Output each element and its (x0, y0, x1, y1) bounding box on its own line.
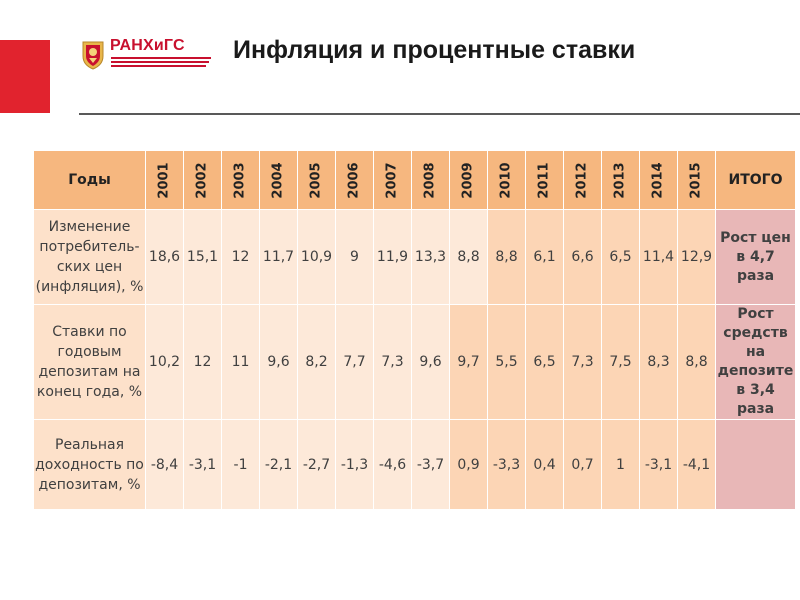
total-header: ИТОГО (716, 151, 796, 210)
table-cell: 11,4 (640, 210, 678, 305)
accent-red-block (0, 40, 50, 113)
table-cell: 6,5 (526, 305, 564, 420)
table-cell: 9 (336, 210, 374, 305)
table-cell: 0,7 (564, 420, 602, 510)
table-cell: 13,3 (412, 210, 450, 305)
table-cell: -3,3 (488, 420, 526, 510)
logo-name: РАНХиГС (110, 37, 185, 54)
row-label: Реальная доходность по депозитам, % (34, 420, 146, 510)
table-cell: -1 (222, 420, 260, 510)
ranepa-logo (80, 38, 210, 72)
year-header: 2008 (412, 151, 450, 210)
table-row-real-yield (34, 420, 796, 510)
corner-label: Годы (34, 151, 146, 210)
logo-tagline-line (111, 61, 209, 63)
table-cell: -2,7 (298, 420, 336, 510)
table-cell: 11,9 (374, 210, 412, 305)
title-divider (79, 113, 800, 115)
table-cell: 8,8 (488, 210, 526, 305)
table-row-inflation (34, 210, 796, 305)
inflation-rates-table (33, 150, 796, 510)
table-cell: 18,6 (146, 210, 184, 305)
table-cell: 7,7 (336, 305, 374, 420)
table-cell: -8,4 (146, 420, 184, 510)
year-header: 2010 (488, 151, 526, 210)
table-cell: 10,2 (146, 305, 184, 420)
table-cell: 10,9 (298, 210, 336, 305)
year-header: 2009 (450, 151, 488, 210)
table-cell: -4,6 (374, 420, 412, 510)
table-cell: 7,3 (564, 305, 602, 420)
year-header: 2012 (564, 151, 602, 210)
table-row-deposit-rates (34, 305, 796, 420)
table-header-row (34, 151, 796, 210)
table-cell: 8,8 (678, 305, 716, 420)
table-cell: -3,1 (184, 420, 222, 510)
page-title: Инфляция и процентные ставки (233, 36, 636, 64)
table-cell: -3,7 (412, 420, 450, 510)
table-cell: 9,6 (260, 305, 298, 420)
table-cell: 1 (602, 420, 640, 510)
total-cell (716, 420, 796, 510)
table-cell: 9,7 (450, 305, 488, 420)
emblem-icon (80, 38, 106, 70)
year-header: 2002 (184, 151, 222, 210)
table-cell: 12 (222, 210, 260, 305)
total-cell: Рост цен в 4,7 раза (716, 210, 796, 305)
table-cell: 9,6 (412, 305, 450, 420)
year-header: 2007 (374, 151, 412, 210)
table-cell: 11,7 (260, 210, 298, 305)
year-header: 2015 (678, 151, 716, 210)
year-header: 2011 (526, 151, 564, 210)
year-header: 2003 (222, 151, 260, 210)
table-cell: 6,6 (564, 210, 602, 305)
table-cell: 7,3 (374, 305, 412, 420)
table-cell: -4,1 (678, 420, 716, 510)
total-cell: Рост средств на депозите в 3,4 раза (716, 305, 796, 420)
table-cell: -2,1 (260, 420, 298, 510)
table-cell: 11 (222, 305, 260, 420)
year-header: 2013 (602, 151, 640, 210)
logo-tagline-line (111, 57, 211, 59)
year-header: 2014 (640, 151, 678, 210)
year-header: 2006 (336, 151, 374, 210)
table-cell: 12 (184, 305, 222, 420)
row-label: Ставки по годовым депозитам на конец года, % (34, 305, 146, 420)
table-cell: -1,3 (336, 420, 374, 510)
table-cell: 5,5 (488, 305, 526, 420)
row-label: Изменение потребитель-ских цен (инфляция), % (34, 210, 146, 305)
logo-tagline-line (111, 65, 206, 67)
table-cell: 8,8 (450, 210, 488, 305)
table-cell: 6,1 (526, 210, 564, 305)
table-cell: 7,5 (602, 305, 640, 420)
table-cell: -3,1 (640, 420, 678, 510)
table-cell: 12,9 (678, 210, 716, 305)
year-header: 2004 (260, 151, 298, 210)
table-cell: 15,1 (184, 210, 222, 305)
table-cell: 6,5 (602, 210, 640, 305)
year-header: 2005 (298, 151, 336, 210)
table-cell: 8,2 (298, 305, 336, 420)
table-cell: 0,9 (450, 420, 488, 510)
table-cell: 0,4 (526, 420, 564, 510)
table-cell: 8,3 (640, 305, 678, 420)
year-header: 2001 (146, 151, 184, 210)
